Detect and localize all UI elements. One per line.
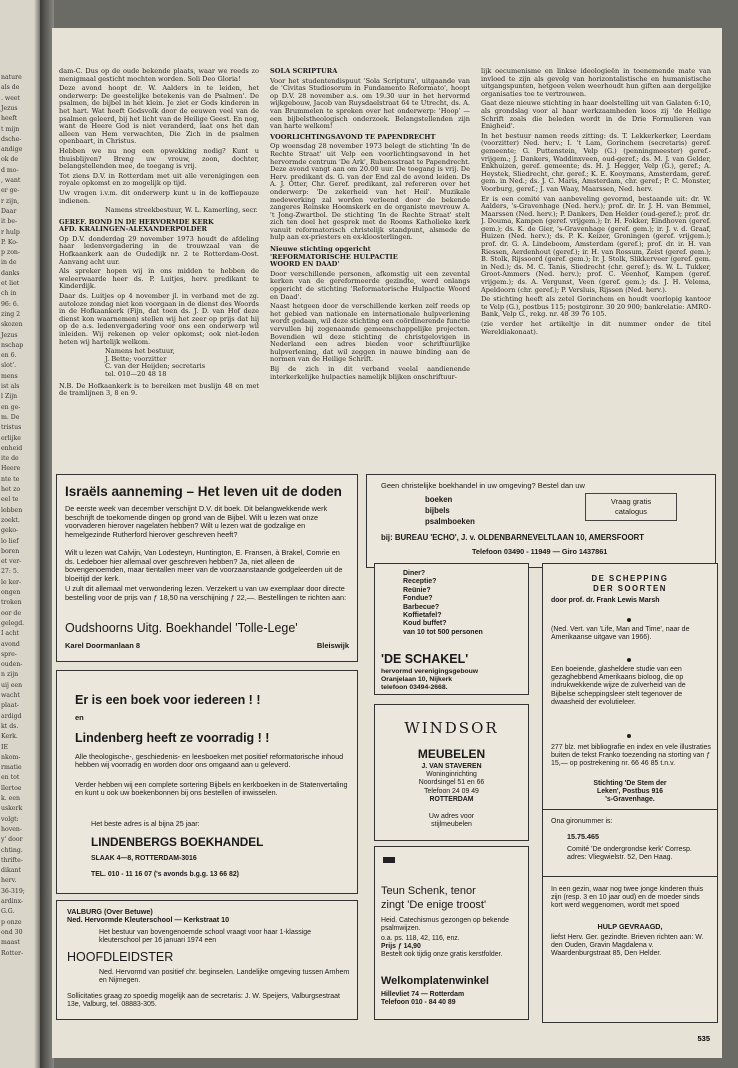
left-page-text-fragment: nschap	[1, 341, 24, 349]
left-page-text-fragment: r hulp	[1, 228, 20, 236]
left-page-text-fragment: . weet	[1, 94, 21, 102]
left-page-text-fragment: ouden-	[1, 661, 23, 669]
left-page-text-fragment: ardinx-	[1, 898, 24, 905]
left-page-text-fragment: I acht	[1, 630, 20, 638]
left-page-text-fragment: 36-319;	[1, 887, 25, 895]
ad-windsor-meubelen	[374, 704, 529, 841]
left-page-text-fragment: nkom-	[1, 753, 21, 761]
windsor-line: Noordsingel 51 en 66	[418, 779, 485, 787]
col1-heading: GEREF. BOND IN DE HERVORMDE KERK	[59, 217, 214, 226]
ad-body: U zult dit allemaal met verwondering lezen. Verzekert u van uw exemplaar door directe bestelling voor de prijs van ƒ 18,50 na verschijning ƒ 22,—. Bestellingen te richten aan:	[65, 584, 347, 602]
col3-paragraph: (zie verder het artikeltje in dit nummer onder de titel Wereldiakonaat).	[481, 320, 711, 336]
col2-paragraph: Naast hetgeen door de verschillende kerken zelf reeds op het gebied van nationale en internationale hulpverlening wordt gedaan, wil deze stichting een coördinerende functie vervullen bij zogenaamde gemeenschappelijke projecten. Bovendien wil deze stichting de christgelovigen in Nederland een adres bieden voor schriftuurlijke hulpverlening, dat wil zeggen in nauwe binding aan de normen van de Heilige Schrift.	[270, 302, 470, 364]
left-page-text-fragment: enheid	[1, 444, 23, 452]
book-address: Leken', Postbus 916	[597, 788, 663, 795]
left-page-text-fragment: et liet	[1, 280, 20, 287]
left-page-text-fragment: slot'.	[1, 362, 17, 370]
schakel-line: van 10 tot 500 personen	[403, 628, 483, 636]
left-page-text-fragment: uskerk	[1, 805, 23, 813]
left-page-text-fragment: en 6.	[1, 352, 17, 360]
ad-city: Bleiswijk	[316, 641, 349, 650]
book-address: 's-Gravenhage.	[605, 796, 655, 803]
left-page-text-fragment: troken	[1, 599, 22, 607]
ad-shop-name: LINDENBERGS BOEKHANDEL	[91, 835, 264, 849]
ad-tag: stijlmeubelen	[431, 821, 472, 828]
book-p2: Een boeiende, glasheldere studie van een gezaghebbend Amerikaans bioloog, die op indrukwekkende wijze de zulverheid van de Bijbelse scheppingsleer stelt tegenover de dwaasheid der evolutieleer.	[551, 666, 686, 706]
ad-body: Het bestuur van bovengenoemde school vraagt voor haar 1-klassige kleuterschool per 16 januari 1974 een	[99, 929, 312, 945]
record-icon	[383, 857, 395, 863]
left-page-text-fragment: wacht	[1, 692, 20, 699]
divider	[543, 876, 717, 877]
left-page-text-fragment: avond	[1, 640, 20, 648]
column-1	[59, 68, 259, 508]
left-page-text-fragment: volgt:	[1, 815, 19, 823]
left-page-text-fragment: llertoe	[1, 784, 22, 792]
book-title: DE SCHEPPING	[591, 574, 669, 583]
left-page-text-fragment: boren	[1, 547, 20, 555]
left-page-text-fragment: plaat-	[1, 702, 19, 710]
ad-title: Lindenberg heeft ze voorradig ! !	[75, 731, 270, 745]
gevraagd-text: liefst Herv. Ger. gezindte. Brieven richten aan: W. den Ouden, Gravin Magdalena v. Waardenburgstraat 85, Den Helder.	[551, 934, 704, 958]
col2-heading: Nieuwe stichting opgericht	[270, 245, 371, 254]
left-page-text-fragment: ongen	[1, 589, 21, 596]
left-page-text-fragment: , want	[1, 177, 21, 184]
left-page-fragment	[0, 0, 40, 1068]
left-page-text-fragment: m. De	[1, 413, 20, 421]
left-page-text-fragment: er ge-	[1, 187, 20, 195]
schakel-line: Receptie?	[403, 578, 437, 586]
col1-paragraph: Daar ds. Luitjes op 4 november jl. in verband met de zg. autoloze zondag niet kon voorgaan in de dienst des Woords in de Hofkaankerk (Fijn, dat toen ds. J. D. van Hof deze dienst kon waarnemen) stellen wij het zeer op prijs dat hij op de a.s. ledenvergadering voor ons een onderwerp wil inleiden. Wij rekenen op veler opkomst; ook niet-leden heten wij hartelijk welkom.	[59, 292, 259, 346]
schakel-line: Koud buffet?	[403, 620, 447, 628]
schakel-line: Koffietafel?	[403, 612, 442, 619]
bullet-dot	[627, 658, 631, 662]
ad-address: SLAAK 4—8, ROTTERDAM-3016	[91, 855, 197, 862]
ad-bureau-echo	[366, 474, 716, 568]
ad-address: bij: BUREAU 'ECHO', J. v. OLDENBARNEVELTLAAN 10, AMERSFOORT	[381, 533, 645, 542]
left-page-text-fragment: Heere	[1, 465, 21, 473]
column-3	[481, 68, 711, 508]
left-page-text-fragment: mens	[1, 372, 18, 380]
giro-label: Ona gironummer is:	[551, 818, 613, 825]
windsor-logo: WINDSOR	[404, 719, 499, 737]
left-page-text-fragment: G.G.	[1, 908, 15, 916]
left-page-text-fragment: andige	[1, 146, 23, 154]
button-label: Vraag gratis	[610, 497, 652, 506]
left-page-text-fragment: spre-	[1, 650, 17, 658]
book-p3: 277 blz. met bibliografie en index en vele illustraties buiten de tekst Franko toezending na storting van ƒ 15,— op postrekening nr. 66 46 85 t.n.v.	[551, 744, 711, 768]
gevraagd-title: HULP GEVRAAGD,	[597, 922, 663, 931]
ad-item: psalmboeken	[425, 517, 475, 526]
left-page-text-fragment: thrifte-	[1, 856, 23, 864]
button-label: catalogus	[614, 507, 648, 516]
left-page-text-fragment: P. Ko-	[1, 238, 19, 246]
ad-phone: Telefoon 010 - 84 40 89	[381, 999, 456, 1006]
ad-item: boeken	[425, 495, 453, 504]
left-page-text-fragment: it be-	[1, 218, 18, 226]
book-title: DER SOORTEN	[593, 584, 667, 593]
left-page-text-fragment: IE	[1, 743, 8, 751]
left-page-text-fragment: k. een	[1, 795, 20, 802]
column-2	[270, 68, 470, 508]
ad-body: Ned. Hervormd van positief chr. beginselen. Landelijke omgeving tussen Arnhem en Nijmegen.	[99, 969, 350, 985]
col3-paragraph: De stichting heeft als zetel Gorinchem en houdt voorlopig kantoor te Velp (G.), postbus 115; postgironr. 30 20 900; bankrelatie: AMRO-Bank, Velp G., rekg. nr. 48 39 76 105.	[481, 295, 711, 319]
ad-price: Prijs ƒ 14,90	[381, 943, 421, 950]
left-page-text-fragment: herv.	[1, 877, 17, 885]
ad-body: Verder hebben wij een complete sortering Bijbels en kerkboeken in de Statenvertaling en kunt u ook uw boekenbonnen bij ons bestellen of inwisselen.	[75, 780, 348, 798]
ad-body: Alle theologische-, geschiedenis- en leesboeken met positief reformatorische inhoud hebben wij voorradig en worden door ons omgaand aan u geleverd.	[75, 752, 344, 770]
left-page-text-fragment: ok de	[1, 156, 19, 164]
col2-paragraph: Door verschillende personen, afkomstig uit een zevental kerken van de gereformeerde gezindte, werd onlangs opgericht de stichting 'Reformatorische Hulpactie Woord en Daad'.	[270, 269, 470, 301]
ad-address: Karel Doormanlaan 8	[65, 641, 141, 650]
windsor-line: Woninginrichting	[426, 771, 477, 779]
col1-heading: AFD. KRALINGEN-ALEXANDERPOLDER	[59, 225, 207, 234]
ad-title: Israëls aanneming – Het leven uit de doden	[65, 484, 342, 499]
ad-tag: Uw adres voor	[428, 813, 475, 820]
schakel-line: Fondue?	[403, 595, 433, 603]
windsor-line: Telefoon 24 09 49	[424, 787, 479, 795]
ad-title: zingt 'De enige troost'	[381, 899, 487, 911]
ad-body: Bestelt ook tijdig onze gratis kerstfolder.	[381, 951, 503, 958]
left-page-text-fragment: Rotter-	[1, 949, 24, 957]
left-page-text-fragment: danks	[1, 269, 20, 277]
left-page-text-fragment: lebben	[1, 506, 23, 514]
left-page-text-fragment: skozen	[1, 321, 23, 329]
ad-name: 'DE SCHAKEL'	[381, 652, 469, 666]
ad-body: De eerste week van december verschijnt D.V. dit boek. Dit belangwekkende werk beschrijft de toekomende dingen op grond van de Bijbel. Wilt u lezen wat onze voorvaderen hierover nagelaten hebben? Wilt u lezen wat de godzalige en hemelgezinde Rutherford hierover geschreven heeft?	[65, 504, 328, 539]
left-page-text-fragment: d mo-	[1, 166, 19, 174]
ad-teun-schenk	[374, 846, 529, 1020]
ad-sub: Ned. Hervormde Kleuterschool — Kerkstraat 10	[67, 915, 230, 924]
left-page-text-fragment: lo lief	[1, 537, 19, 545]
col1-signature: J. Bette; voorzitter	[105, 354, 167, 363]
ad-title: Teun Schenk, tenor	[381, 885, 476, 897]
gevraagd-text: In een gezin, waar nog twee jonge kinderen thuis zijn (resp. 3 en 10 jaar oud) en de moeder sinds kort werd weggenomen, wordt met spoed	[551, 886, 704, 910]
ad-lindenberg	[56, 670, 358, 894]
ad-right-column	[542, 563, 718, 1023]
ad-phone: Telefoon 03490 - 11949 — Giro 1437861	[472, 547, 608, 556]
ad-de-schakel	[374, 563, 529, 695]
col1-paragraph: Deze avond hoopt dr. W. Aalders in te leiden, het onderwerp: De geestelijke betekenis van de Psalmen'. De psalmen, de bijbel in het klein. Je ziet er Gods kinderen in het hart. Wat heeft Godsvolk door de eeuwen veel van de psalmen geleerd, bij het licht van de Heilige Geest. En nog, want de Heere God is niet veranderd, laat ons het dan alleen van Hem verwachten, Die Zich in de psalmen openbaart, in Christus.	[59, 84, 259, 146]
left-page-text-fragment: erlijke	[1, 434, 21, 442]
left-page-text-fragment: le ker-	[1, 578, 22, 586]
ad-lead: VALBURG (Over Betuwe)	[67, 907, 153, 916]
ad-title: HOOFDLEIDSTER	[67, 950, 174, 964]
col3-paragraph: lijk oecumenisme en linkse ideologieën in toenemende mate van invloed te zijn als gevolg van horizontalistische en humanistische uitgangspunten, hetgeen velen weerhoudt hun giften aan dergelijke organisaties toe te vertrouwen.	[481, 68, 711, 98]
left-page-text-fragment: chting.	[1, 846, 23, 854]
left-page-text-fragment: kt ds.	[1, 722, 19, 730]
left-page-text-fragment: y' door	[1, 836, 23, 844]
left-page-text-fragment: Jezus	[1, 104, 18, 112]
page-number: 535	[697, 1034, 710, 1043]
left-page-text-fragment: l Zijn	[1, 393, 18, 401]
col3-paragraph: Er is een comité van aanbeveling gevormd, bestaande uit: dr. W. Aalders, 's-Gravenhage (Ned. herv.); prof. dr. Ir. J. H. van Bemmel, Maarssen (Ned. herv.); P. Dankers, Den Helder (oud-geref.); prof. dr. J. Douma, Kampen (geref. vrijgem.); Ir. H. Fokker, Eindhoven (geref. gem.); ds. K. de Gier, 's-Gravenhage (geref. gem.); ir. J. v. d. Graaf, Huizen (Ned. herv.); ds. P. K. Keizer, Groningen (geref. vrijgem.); prof. dr. G. A. Lindeboom, Amsterdam (geref.); prof. dr. ir. H. van Riessen, Aerdenhout (geref.); ir. H. van Rossum, Zeist (geref. gem.); B. Stolk, Rijssoord (geref. gem.); Ir. J. Stolk, Slikkerveer (geref. gem. in Ned.); ds. M. C. Tanis, Sliedrecht (chr. geref.); ds. W. L. Tukker, Groot-Ammers (Ned. herv.); prof. C. Veenhof, Kampen (geref. vrijgem.); ds. A. Vergunst, Veen (geref. gem.); ds. J. H. Velema, Apeldoorn (chr. geref.); P. Versluis, Rijssen (Ned. herv.).	[481, 194, 711, 294]
col2-heading: VOORLICHTINGSAVOND TE PAPENDRECHT	[270, 132, 436, 141]
left-page-text-fragment: nature	[1, 74, 22, 81]
col2-heading: 'REFORMATORISCHE HULPACTIE	[270, 252, 398, 261]
left-page-text-fragment: et ver-	[1, 558, 22, 566]
col2-heading: WOORD EN DAAD'	[270, 260, 340, 269]
schakel-line: Diner?	[403, 570, 426, 577]
left-page-text-fragment: gelegd.	[1, 619, 25, 627]
left-page-text-fragment: ist als	[1, 383, 20, 390]
catalog-request-button[interactable]	[585, 493, 677, 521]
bullet-dot	[627, 618, 631, 622]
ad-israels-aanneming	[56, 474, 358, 662]
bullet-dot	[627, 734, 631, 738]
ad-sub: telefoon 03494-2668.	[381, 684, 448, 691]
col2-heading: SOLA SCRIPTURA	[270, 68, 338, 75]
col1-paragraph: Op D.V. donderdag 29 november 1973 houdt de afdeling haar ledenvergadering in de trouwzaal van de Hofkaankerk aan de Oudedijk nr. 2 te Rotterdam-Oost. Aanvang acht uur.	[59, 234, 259, 266]
ad-body: Heid. Catechismus gezongen op bekende psalmwijzen.	[381, 917, 509, 933]
ad-title: Er is een boek voor iedereen ! !	[75, 693, 261, 707]
ad-publisher: Oudshoorns Uitg. Boekhandel 'Tolle-Lege'	[65, 621, 298, 635]
book-p1: (Ned. Vert. van 'Life, Man and Time', naar de Amerikaanse uitgave van 1966).	[551, 626, 690, 642]
left-page-text-fragment: en tot	[1, 774, 20, 782]
col2-paragraph: Voor het studentendispuut 'Sola Scriptura', uitgaande van de 'Civitas Studiosorum in Fundamento Reformato', hoopt op D.V. 28 november a.s. om 19.30 uur in het hervormd wijkgebouw, Jacob van Ruysdaelstraat 64 te Utrecht, ds. A. van Brummelen te spreken over het onderwerp: 'Hoop' — een bijbelstheologisch onderzoek. Belangstellenden zijn van harte welkom!	[270, 76, 470, 131]
col1-paragraph: dam-C. Dus op de oude bekende plaats, waar we reeds zo menigmaal gesticht mochten worden. Soli Deo Gloria!	[59, 68, 259, 83]
left-page-text-fragment: zoekt.	[1, 516, 20, 524]
col1-paragraph: Als spreker hopen wij in ons midden te hebben de weleerwaarde heer ds. P. Luitjes, herv. predikant te Kinderdijk.	[59, 267, 259, 291]
col1-paragraph: Tot ziens D.V. in Rotterdam met uit alle verenigingen een royale opkomst en zo mogelijk op tijd.	[59, 171, 259, 188]
windsor-line: ROTTERDAM	[429, 795, 474, 803]
left-page-text-fragment: eel te	[1, 496, 19, 504]
col1-paragraph: Uw vragen i.v.m. dit onderwerp kunt u in de koffiepauze indienen.	[59, 188, 259, 205]
col1-signature: tel. 010—20 48 18	[105, 369, 167, 378]
giro-number: 15.75.465	[567, 832, 599, 841]
left-page-text-fragment: rmatie	[1, 764, 22, 772]
ad-item: bijbels	[425, 506, 450, 515]
ad-sub: Oranjelaan 10, Nijkerk	[381, 676, 453, 683]
col3-paragraph: Gaat deze nieuwe stichting in haar doelstelling uit van Galaten 6:10, als grondslag voor al haar werkzaamheden koos zij 'de Heilige Schrift zoals die beleden wordt in de Drie Formulieren van Enigheid'.	[481, 99, 711, 131]
col2-paragraph: Op woensdag 28 november 1973 belegt de stichting 'In de Rechte Straat' uit Velp een voorlichtingsavond in het hervormde centrum 'De Ark', Rubensstraat te Papendrecht. Deze avond vangt aan om 20.00 uur. De toegang is vrij. De Herv. predikant ds. G. van der End zal de avond leiden. Ds A. J. Otter, Chr. Geref. predikant, zal refereren over het onderwerp: 'De zekerheid van het Heil'. Muzikale medewerking zal worden verleend door de bekende zangeres Reinske Hoomskerk en de organiste mevrouw A. 't Jong-Zwartbol. De stichting 'In de Rechte Straat' stelt zich ten doel het gesprek met de Rooms Katholieke kerk vanuit reformatorisch christelijk standpunt, alsmede de hulp aan ex-priesters en ex-kloosterlingen.	[270, 142, 470, 242]
col3-paragraph: In het bestuur namen reeds zitting: ds. T. Lekkerkerker, Leerdam (voorzitter) Ned. herv.; I. 't Lam, Gorinchem (secretaris) geref. gemeente; G. Puttenstein, Velp (G.) (penningmeester) geref.-vrijgem.; J. Dankers, Waddinxveen, oud-geref.; ds. M. J. van Gelder, Enkhuizen, geref. gemeente; ds. H. J. Hegger, Velp (G.), geref.; A. Heystek, Sliedrecht, chr. geref.; K. E. Kooymans, Amsterdam, geref. gem. in Ned.; ds. J. C. Maris, Amsterdam, chr. geref.; P. C. Monster, Voorburg, geref.; J. van Waay, Maarssen, Ned. herv.	[481, 131, 711, 193]
ad-phone: TEL. 010 - 11 16 07 ('s avonds b.g.g. 13 66 82)	[91, 871, 239, 878]
comite-text: Comité 'De ondergrondse kerk' Corresp. adres: Vliegwielstr. 52, Den Haag.	[567, 846, 692, 862]
left-page-text-fragment: n zijn	[1, 671, 19, 679]
left-page-text-fragment: r zijn,	[1, 197, 20, 205]
col1-note: N.B. De Hofkaankerk is te bereiken met buslijn 48 en met de tramlijnen 3, 8 en 9.	[59, 381, 259, 398]
ad-shop-name: Welkomplatenwinkel	[381, 975, 489, 987]
col2-paragraph: Bij de zich in dit verband veelal aandienende interkerkelijke hulpacties namelijk blijken onschriftuur-	[270, 364, 470, 381]
left-page-text-fragment: Daar	[1, 207, 17, 215]
left-page-text-fragment: ond 30	[1, 928, 23, 936]
divider	[543, 809, 717, 810]
left-page-text-fragment: 96: 6.	[1, 300, 19, 308]
left-page-text-fragment: ite de	[1, 455, 19, 463]
left-page-text-fragment: maast	[1, 939, 20, 947]
ad-en: en	[75, 713, 84, 722]
ad-body: Wilt u lezen wat Calvijn, Van Lodesteyn, Huntington, E. Fransen, à Brakel, Comrie en ds. Ledeboer hier allemaal over geschreven hebben? Ja, niet alleen de bovengenoemden, maar tientallen meer van de voorzaanstaande godgeleerden uit de bloeitijd der kerk.	[65, 548, 343, 583]
newspaper-page	[52, 28, 722, 1058]
left-page-text-fragment: zing 2	[1, 310, 21, 318]
left-page-text-fragment: Kerk.	[1, 733, 18, 741]
left-page-text-fragment: dikant	[1, 867, 21, 875]
col1-signature: Namens het bestuur,	[105, 347, 175, 356]
left-page-text-fragment: oor de	[1, 609, 21, 617]
ad-lead: Geen christelijke boekhandel in uw omgeving? Bestel dan uw	[381, 481, 585, 490]
left-page-text-fragment: p onze	[1, 918, 22, 926]
left-page-text-fragment: als de	[1, 84, 20, 92]
ad-valburg	[56, 900, 358, 1020]
left-page-text-fragment: nte te	[1, 475, 20, 483]
ad-body: Sollicitaties graag zo spoedig mogelijk aan de secretaris: J. W. Speijers, Valburgsestraat 13e, Valburg, tel. 08883-305.	[67, 993, 341, 1009]
left-page-text-fragment: hoven-	[1, 825, 22, 833]
left-page-text-fragment: 27: 5.	[1, 568, 19, 576]
left-page-text-fragment: ch in	[1, 290, 17, 298]
ad-sub: hervormd verenigingsgebouw	[381, 668, 479, 675]
left-page-text-fragment: p zon-	[1, 249, 20, 257]
left-page-text-fragment: en ge-	[1, 403, 21, 411]
left-page-text-fragment: het zo	[1, 486, 21, 493]
schakel-line: Barbecue?	[403, 603, 440, 611]
left-page-text-fragment: ardigd	[1, 712, 22, 720]
ad-body: o.a. ps. 118, 42, 116, enz.	[381, 935, 460, 942]
left-page-text-fragment: Jezus	[1, 331, 18, 339]
col1-signature: C. van der Heijden; secretaris	[105, 362, 206, 371]
book-author: door prof. dr. Frank Lewis Marsh	[551, 597, 660, 604]
schakel-line: Reünie?	[403, 586, 431, 594]
left-page-text-fragment: geko-	[1, 527, 19, 535]
book-address: Stichting 'De Stem der	[593, 780, 667, 787]
ad-name: MEUBELEN	[417, 747, 486, 761]
left-page-text-fragment: tristus	[1, 424, 22, 432]
col1-paragraph: Hebben we nu nog een opwekking nodig? Kunt u thuisblijven? Breng uw vrouw, zoon, dochter, belangstellenden mee, de toegang is vrij.	[59, 146, 259, 171]
left-page-text-fragment: t mijn	[1, 125, 20, 133]
left-page-text-fragment: heeft	[1, 115, 18, 123]
left-page-text-fragment: in de	[1, 259, 17, 267]
windsor-line: J. VAN STAVEREN	[421, 763, 482, 770]
ad-best: Het beste adres is al bijna 25 jaar:	[91, 819, 200, 828]
left-page-text-fragment: dsche-	[1, 135, 22, 143]
ad-address: Hillevliet 74 — Rotterdam	[381, 991, 465, 998]
col1-signature: Namens streekbestuur, W. L. Kamerling, secr.	[105, 206, 258, 215]
left-page-text-fragment: uij een	[1, 681, 23, 689]
